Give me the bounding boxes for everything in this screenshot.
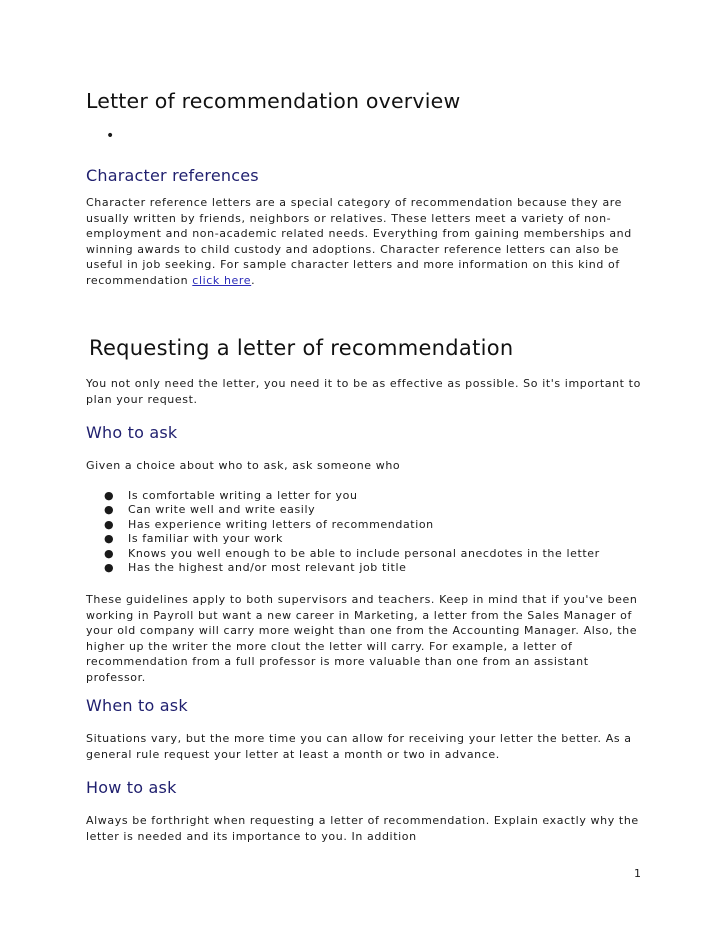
who-to-ask-guidelines-paragraph: These guidelines apply to both supervisors and teachers. Keep in mind that if you've been working in Payroll but want a new career in Marketing, a letter from the Sales Manager of your old company will carry more weight than one from the Accounting Manager. Also, the higher up the writer the more clout the letter will carry. For example, a letter of recommendation from a full professor is more valuable than one from an assistant professor. [86,593,638,684]
empty-bullet: • [106,128,115,144]
list-item-text: Has the highest and/or most relevant job title [128,561,407,575]
list-item-text: Is familiar with your work [128,532,284,546]
when-to-ask-paragraph: Situations vary, but the more time you can allow for receiving your letter the better. As a general rule request your letter at least a month or two in advance. [86,732,632,761]
list-item-text: Knows you well enough to be able to include personal anecdotes in the letter [128,546,600,560]
list-item [86,532,646,546]
character-paragraph-text: Character reference letters are a special category of recommendation because they are usually written by friends, neighbors or relatives. These letters meet a variety of non-employment and non-academic related needs. Everything from gaining memberships and winning awards to child custody and adoptions. Character reference letters can also be useful in job seeking. For sample character letters and more information on this kind of recommendation [86,196,632,287]
character-references-paragraph [86,195,642,288]
list-item [86,547,646,561]
click-here-link[interactable]: click here [192,273,252,287]
heading-who-to-ask: Who to ask [86,423,178,442]
list-item [86,518,646,532]
list-item-text: Has experience writing letters of recommendation [128,517,434,531]
bullet-dot: ● [104,517,115,531]
page-number: 1 [634,867,641,880]
bullet-dot: ● [104,546,115,560]
requesting-intro-paragraph: You not only need the letter, you need it to be as effective as possible. So it's important to plan your request. [86,377,641,406]
how-to-ask-paragraph: Always be forthright when requesting a letter of recommendation. Explain exactly why the letter is needed and its importance to you. In addition [86,814,639,843]
list-item [86,561,646,575]
heading-how-to-ask: How to ask [86,778,177,797]
character-paragraph-end: . [251,273,256,287]
bullet-dot: ● [104,489,115,502]
list-item [86,489,646,503]
bullet-dot: ● [104,503,115,517]
document-title: Letter of recommendation overview [86,89,461,113]
heading-when-to-ask: When to ask [86,696,188,715]
list-item-text: Is comfortable writing a letter for you [128,489,358,502]
who-to-ask-intro: Given a choice about who to ask, ask someone who [86,459,401,472]
who-to-ask-list [86,489,646,575]
list-item [86,503,646,517]
heading-character-references: Character references [86,166,259,185]
list-item-text: Can write well and write easily [128,503,316,517]
bullet-dot: ● [104,561,115,575]
heading-requesting-letter: Requesting a letter of recommendation [89,336,514,360]
bullet-dot: ● [104,532,115,546]
